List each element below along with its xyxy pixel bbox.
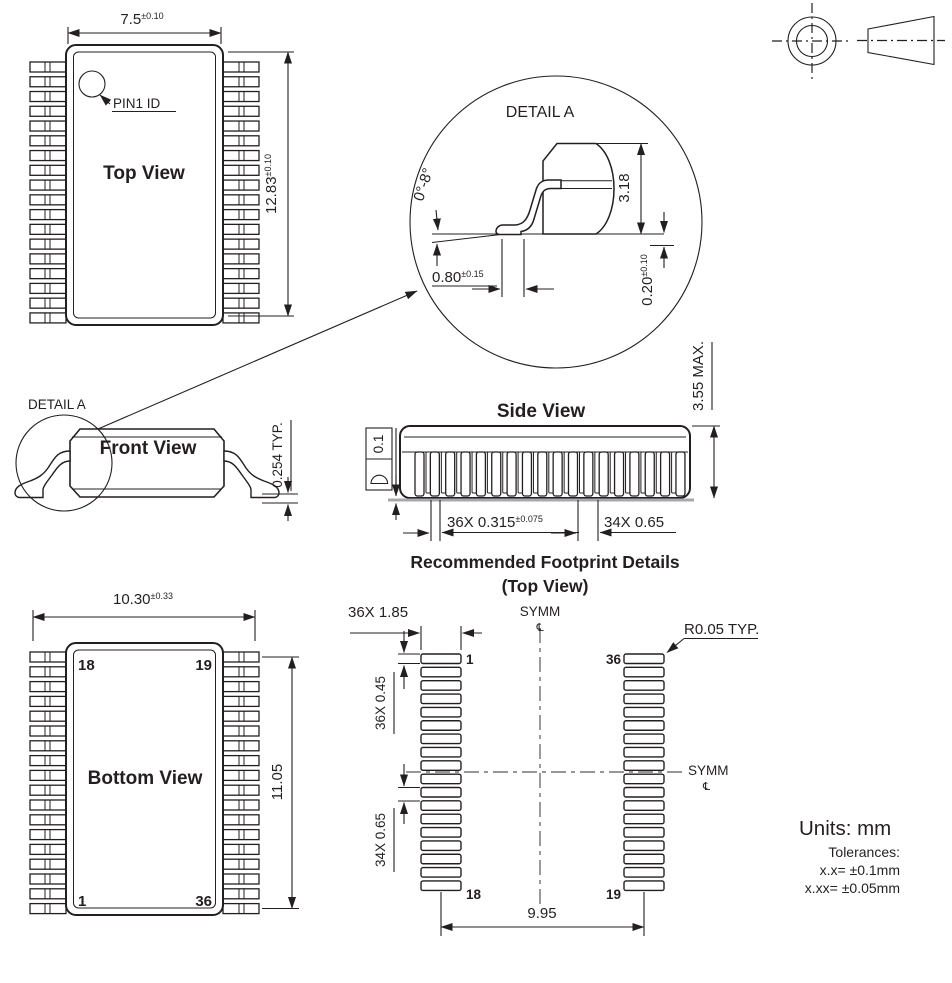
package-pin [30,298,66,308]
package-pin [30,889,66,899]
detail-lead-height-dim: 3.18 [616,173,633,203]
footprint-pad [421,747,461,757]
top-view-height-dim: $12.83^{\pm 0.10}$ [263,153,280,215]
package-pin [223,106,259,116]
footprint-pad [421,694,461,704]
package-pin [30,726,66,736]
package-pin [30,696,66,706]
detail-standoff-dim: $0.20^{\pm 0.10}$ [639,254,656,306]
footprint-pad [421,734,461,744]
footprint-pad [624,654,664,664]
footprint-pad [624,841,664,851]
package-pin [30,313,66,323]
footprint-pad [421,801,461,811]
pad-number-18: 18 [466,887,482,902]
package-pin [223,667,259,677]
package-pin [30,195,66,205]
package-pin [223,254,259,264]
footprint-pad [624,854,664,864]
lead-width-dim: 36X $0.315^{\pm 0.075}$ [447,514,543,531]
symm-top-label: SYMM [519,604,561,619]
package-pin [30,62,66,72]
package-pin [30,667,66,677]
package-pin [223,136,259,146]
detail-lead-angle-dim: 0°-8° [410,165,438,204]
package-pin [30,283,66,293]
side-view-lead [615,452,624,496]
bottom-view [30,591,299,915]
front-view [15,397,298,521]
package-pin [30,136,66,146]
package-pin [30,92,66,102]
bottom-view-label: Bottom View [87,768,203,789]
lead-pitch-dim: 34X 0.65 [604,514,665,531]
side-view-lead [676,452,685,496]
package-pin [223,756,259,766]
footprint-pad [421,654,461,664]
package-pin [223,682,259,692]
side-view [366,341,720,541]
front-view-label: Front View [99,438,197,459]
package-pin [30,269,66,279]
pin1-id-label: PIN1 ID [113,96,161,111]
side-view-lead [599,452,608,496]
footprint-pad [421,667,461,677]
footprint-pad [421,841,461,851]
package-pin [30,711,66,721]
footprint-pad [421,774,461,784]
package-pin [30,815,66,825]
package-pin [30,254,66,264]
side-view-lead [522,452,531,496]
top-view-width-dim: $7.5^{\pm 0.10}$ [120,11,164,28]
footprint-pad [421,814,461,824]
footprint-pad [624,707,664,717]
package-pin [30,106,66,116]
footprint-pad [624,667,664,677]
package-pin [223,224,259,234]
package-pin [223,741,259,751]
pad-number-19: 19 [605,887,621,902]
top-view [30,11,294,325]
detail-a-label: DETAIL A [505,104,575,121]
flatness-value: 0.1 [371,434,386,454]
package-pin [30,800,66,810]
footprint-pad [421,854,461,864]
package-pin [223,770,259,780]
dim-arrow [436,210,438,230]
side-view-lead [446,452,455,496]
footprint-pad [421,788,461,798]
package-pin [223,121,259,131]
footprint-pad [624,881,664,891]
notes-block [799,817,900,896]
footprint-pad [624,814,664,824]
footprint-pad [421,681,461,691]
package-pin [30,682,66,692]
package-pin [223,165,259,175]
footprint-pad [624,694,664,704]
pad-number-1: 1 [466,652,474,667]
lead-thickness-dim: 0.254 TYP. [270,422,285,488]
leader-arrow [667,639,684,653]
pad-span-dim: 9.95 [527,905,557,922]
package-pin [223,195,259,205]
top-view-label: Top View [103,163,185,184]
bottom-pin-19: 19 [195,657,212,674]
package-pin [223,210,259,220]
package-pin [223,711,259,721]
package-pin [223,239,259,249]
third-angle-projection-symbol [772,3,945,79]
footprint-pad [624,681,664,691]
footprint-pad [624,774,664,784]
max-height-dim: 3.55 MAX. [690,340,707,412]
pad-radius-dim: R0.05 TYP. [684,621,760,638]
footprint-pad [421,707,461,717]
package-pin [30,874,66,884]
package-pin [223,830,259,840]
side-view-lead [492,452,501,496]
footprint-details [348,552,759,936]
centerline-icon: ℄ [703,780,711,793]
side-view-lead [430,452,439,496]
footprint-pad [421,828,461,838]
package-pin [30,121,66,131]
units-note: Units: mm [799,817,892,840]
side-view-lead [630,452,639,496]
package-pin [30,830,66,840]
package-pin [223,298,259,308]
footprint-pad [624,734,664,744]
top-view-left-pins [30,62,66,323]
bottom-pin-18: 18 [78,657,95,674]
pad-width-dim: 36X 1.85 [348,604,409,621]
footprint-pad [421,868,461,878]
bottom-pin-1: 1 [78,893,87,910]
foot-angle-line [432,234,505,243]
footprint-pad [624,868,664,878]
package-pin [30,165,66,175]
footprint-pad [624,761,664,771]
package-pin [30,652,66,662]
package-pin [223,889,259,899]
package-pin [30,77,66,87]
package-pin [223,800,259,810]
package-pin [223,180,259,190]
package-pin [30,741,66,751]
bottom-view-right-pins [223,652,259,914]
package-pin [223,283,259,293]
tolerance-note-2: x.xx= ±0.05mm [804,880,900,896]
footprint-pad [624,828,664,838]
pad-height-dim: 36X 0.45 [373,675,388,731]
package-pin [30,785,66,795]
top-view-right-pins [223,62,259,323]
package-pin [30,210,66,220]
side-view-lead [569,452,578,496]
front-view-left-lead [15,451,70,498]
side-view-lead [538,452,547,496]
package-pin [30,151,66,161]
bottom-view-width-dim: $10.30^{\pm 0.33}$ [112,591,174,608]
package-pin [223,652,259,662]
footprint-pad [421,881,461,891]
detail-foot-length-dim: $0.80^{\pm 0.15}$ [432,269,484,286]
side-view-lead [645,452,654,496]
side-view-lead [584,452,593,496]
footprint-pad [624,721,664,731]
tolerance-note-1: x.x= ±0.1mm [819,862,900,878]
package-pin [30,904,66,914]
side-view-lead [661,452,670,496]
footprint-pad [421,721,461,731]
package-pin [30,224,66,234]
package-pin [223,785,259,795]
top-view-body [66,45,223,325]
package-pin [30,180,66,190]
tolerances-title: Tolerances: [828,844,900,860]
pad-number-36: 36 [605,652,621,667]
bottom-view-height-dim: 11.05 [269,763,286,801]
package-pin [223,844,259,854]
package-pin [30,844,66,854]
package-pin [223,77,259,87]
package-pin [223,92,259,102]
package-pin [223,696,259,706]
footprint-pad [421,761,461,771]
footprint-pad [624,788,664,798]
footprint-pad [624,747,664,757]
bottom-pin-36: 36 [195,893,212,910]
footprint-pad [624,801,664,811]
package-pin [223,815,259,825]
package-pin [30,859,66,869]
package-pin [30,239,66,249]
centerline-icon: ℄ [536,621,544,634]
side-view-lead [507,452,516,496]
footprint-title: Recommended Footprint Details [410,552,680,572]
side-view-lead [461,452,470,496]
footprint-subtitle: (Top View) [501,576,589,596]
package-pin [223,874,259,884]
package-pin [223,726,259,736]
package-pin [223,904,259,914]
side-view-lead [553,452,562,496]
seating-plane-bar [388,499,694,502]
seating-plane-icon [371,475,388,483]
side-view-lead [476,452,485,496]
side-view-label: Side View [496,401,586,422]
package-pin [223,151,259,161]
symm-right-label: SYMM [688,763,729,778]
bottom-view-left-pins [30,652,66,914]
package-pin [223,313,259,323]
package-pin [30,770,66,780]
package-pin [223,269,259,279]
package-pin [223,859,259,869]
side-view-lead [415,452,424,496]
package-pin [223,62,259,72]
package-pin [30,756,66,766]
front-view-detail-ref-label: DETAIL A [28,397,86,412]
pad-pitch-dim: 34X 0.65 [373,812,388,868]
